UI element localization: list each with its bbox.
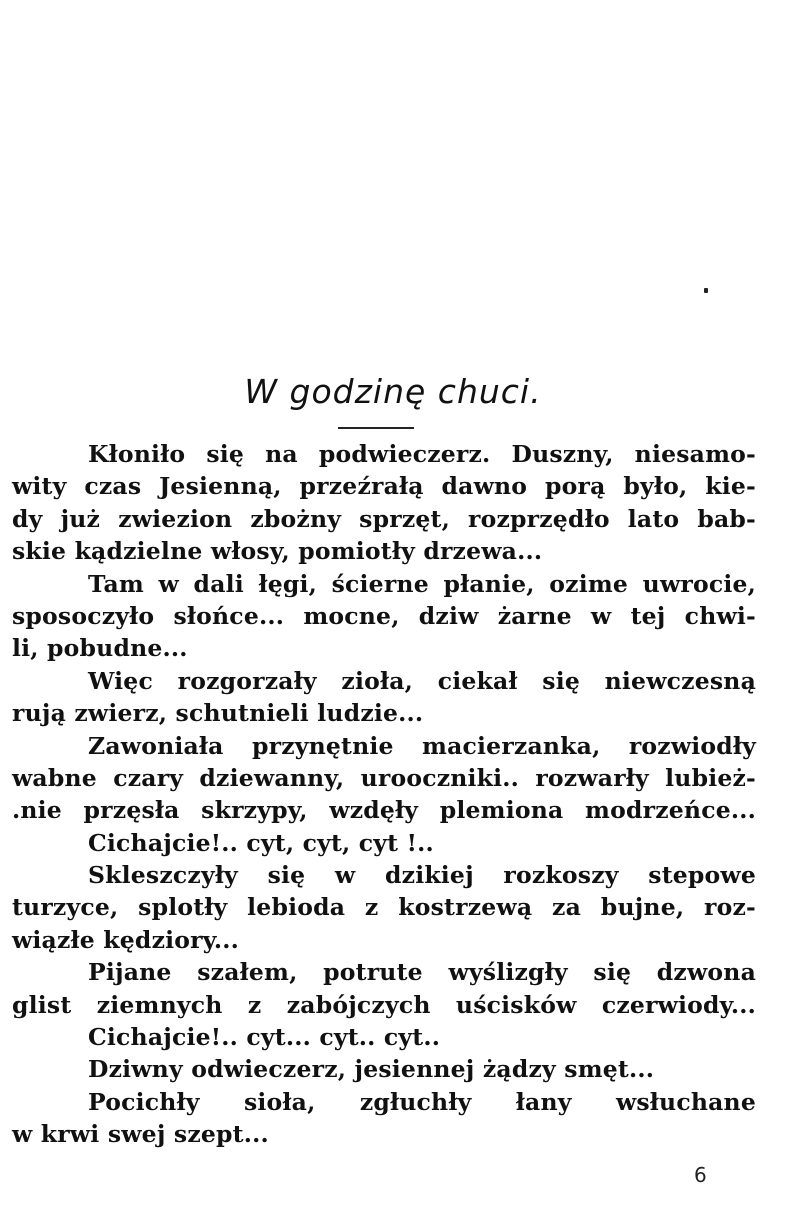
text-line: wity czas Jesienną, przeźrałą dawno porą było, kie-	[12, 472, 756, 501]
text-line: sposoczyło słońce... mocne, dziw żarne w tej chwi-	[12, 601, 756, 630]
text-line: dy już zwiezion zbożny sprzęt, rozprzędło lato bab-	[12, 504, 756, 533]
text-line: Zawoniała przynętnie macierzanka, rozwiodły	[88, 731, 756, 760]
text-line: w krwi swej szept...	[12, 1120, 269, 1149]
ink-speck	[704, 288, 708, 293]
text-line: Pocichły sioła, zgłuchły łany wsłuchane	[88, 1087, 756, 1116]
text-line: Pijane szałem, potrute wyślizgły się dzwona	[88, 958, 756, 987]
text-line: Cichajcie!.. cyt, cyt, cyt !..	[88, 828, 434, 857]
text-line: turzyce, splotły lebioda z kostrzewą za bujne, roz-	[12, 893, 756, 922]
text-line: wabne czary dziewanny, urooczniki.. rozwarły lubież-	[12, 763, 756, 792]
text-line: Tam w dali łęgi, ścierne płanie, ozime uwrocie,	[88, 569, 756, 598]
page-number: 6	[694, 1163, 707, 1187]
text-line: Skleszczyły się w dzikiej rozkoszy stepowe	[88, 861, 756, 890]
text-line: skie kądzielne włosy, pomiotły drzewa...	[12, 537, 543, 566]
text-line: Więc rozgorzały zioła, ciekał się niewczesną	[88, 666, 756, 695]
text-line: Dziwny odwieczerz, jesiennej żądzy smęt...	[88, 1055, 655, 1084]
text-line: .nie przęsła skrzypy, wzdęły plemiona modrzeńce...	[12, 796, 756, 825]
text-line: glist ziemnych z zabójczych uścisków czerwiody...	[12, 990, 756, 1019]
text-line: rują zwierz, schutnieli ludzie...	[12, 699, 424, 728]
poem-title: W godzinę chuci.	[244, 372, 542, 411]
text-line: Kłoniło się na podwieczerz. Duszny, niesamo-	[88, 440, 756, 468]
poem-body	[12, 438, 756, 1151]
title-divider	[338, 427, 414, 429]
text-line: Cichajcie!.. cyt... cyt.. cyt..	[88, 1023, 441, 1052]
text-line: wiązłe kędziory...	[12, 925, 239, 954]
text-line: li, pobudne...	[12, 634, 188, 663]
